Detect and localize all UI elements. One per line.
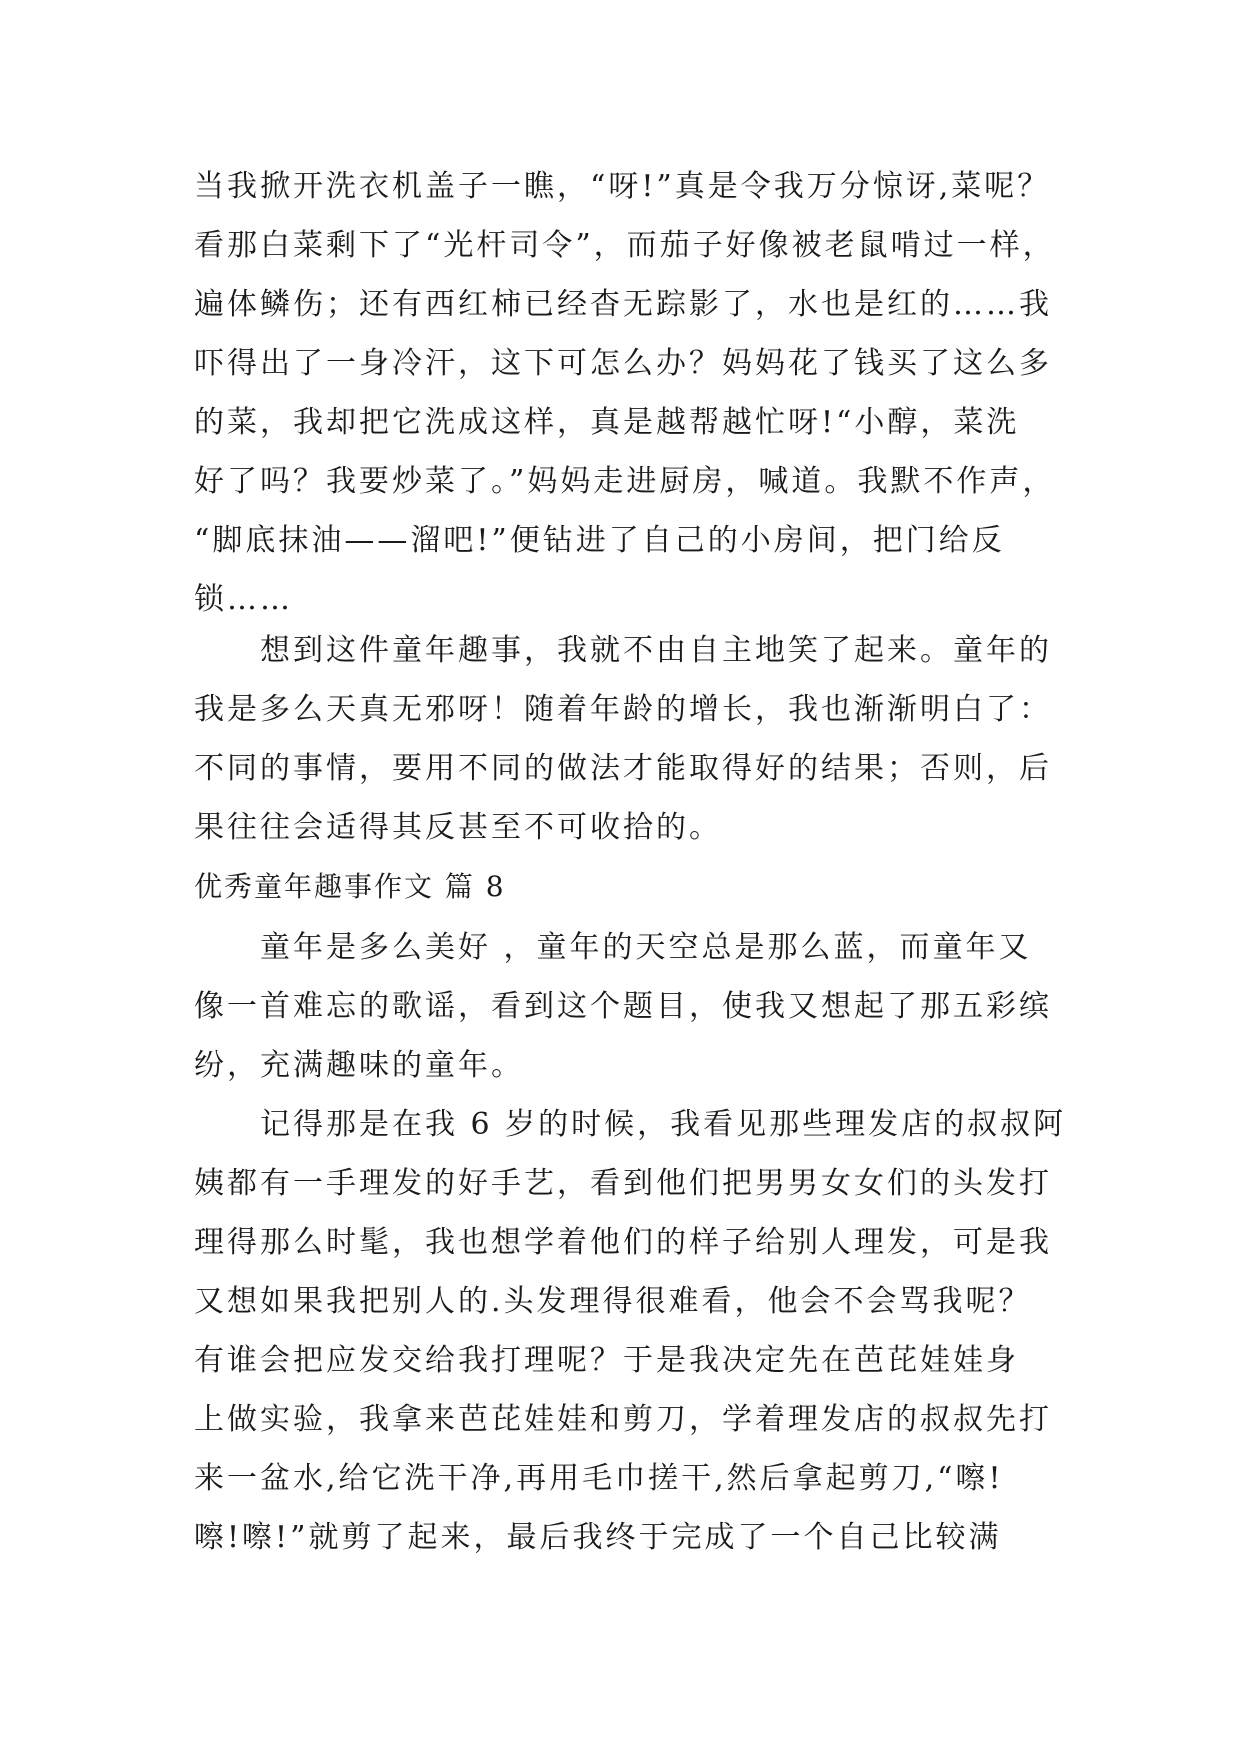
text-line: 来一盆水,给它洗干净,再用毛巾搓干,然后拿起剪刀,“嚓!	[194, 1461, 1004, 1496]
text-line: 有谁会把应发交给我打理呢？于是我决定先在芭芘娃娃身	[194, 1343, 1019, 1378]
paragraph-1	[194, 157, 1094, 629]
text-line: 当我掀开洗衣机盖子一瞧，“呀!”真是令我万分惊讶,菜呢？	[194, 169, 1051, 204]
text-line: 记得那是在我 6 岁的时候，我看见那些理发店的叔叔阿	[194, 1107, 1067, 1142]
section-heading	[194, 857, 1094, 916]
text-line: 的菜，我却把它洗成这样，真是越帮越忙呀!“小醇，菜洗	[194, 405, 1020, 440]
section-heading-text: 优秀童年趣事作文 篇 8	[194, 870, 506, 903]
text-line: 像一首难忘的歌谣，看到这个题目，使我又想起了那五彩缤	[194, 989, 1052, 1024]
text-line: 上做实验，我拿来芭芘娃娃和剪刀，学着理发店的叔叔先打	[194, 1402, 1052, 1437]
text-line: 遍体鳞伤；还有西红柿已经杳无踪影了，水也是红的……我	[194, 287, 1052, 322]
text-line: 吓得出了一身冷汗，这下可怎么办？妈妈花了钱买了这么多	[194, 346, 1052, 381]
text-line: 姨都有一手理发的好手艺，看到他们把男男女女们的头发打	[194, 1166, 1052, 1201]
text-line: 锁……	[194, 582, 293, 617]
text-line: 纷，充满趣味的童年。	[194, 1048, 524, 1083]
text-line: “脚底抹油——溜吧!”便钻进了自己的小房间，把门给反	[194, 523, 1005, 558]
paragraph-3	[194, 918, 1094, 1095]
text-line: 理得那么时髦，我也想学着他们的样子给别人理发，可是我	[194, 1225, 1052, 1260]
text-line: 我是多么天真无邪呀！随着年龄的增长，我也渐渐明白了：	[194, 692, 1052, 727]
text-line: 果往往会适得其反甚至不可收拾的。	[194, 810, 722, 845]
text-line: 童年是多么美好 ，童年的天空总是那么蓝，而童年又	[194, 930, 1032, 965]
text-line: 好了吗？我要炒菜了。”妈妈走进厨房，喊道。我默不作声，	[194, 464, 1056, 499]
text-line: 嚓!嚓!”就剪了起来，最后我终于完成了一个自己比较满	[194, 1520, 1002, 1555]
text-line: 不同的事情，要用不同的做法才能取得好的结果；否则，后	[194, 751, 1052, 786]
text-line: 看那白菜剩下了“光杆司令”，而茄子好像被老鼠啃过一样，	[194, 228, 1056, 263]
text-line: 想到这件童年趣事，我就不由自主地笑了起来。童年的	[194, 633, 1052, 668]
text-line: 又想如果我把别人的.头发理得很难看，他会不会骂我呢？	[194, 1284, 1032, 1319]
paragraph-4	[194, 1095, 1094, 1567]
paragraph-2	[194, 621, 1094, 857]
